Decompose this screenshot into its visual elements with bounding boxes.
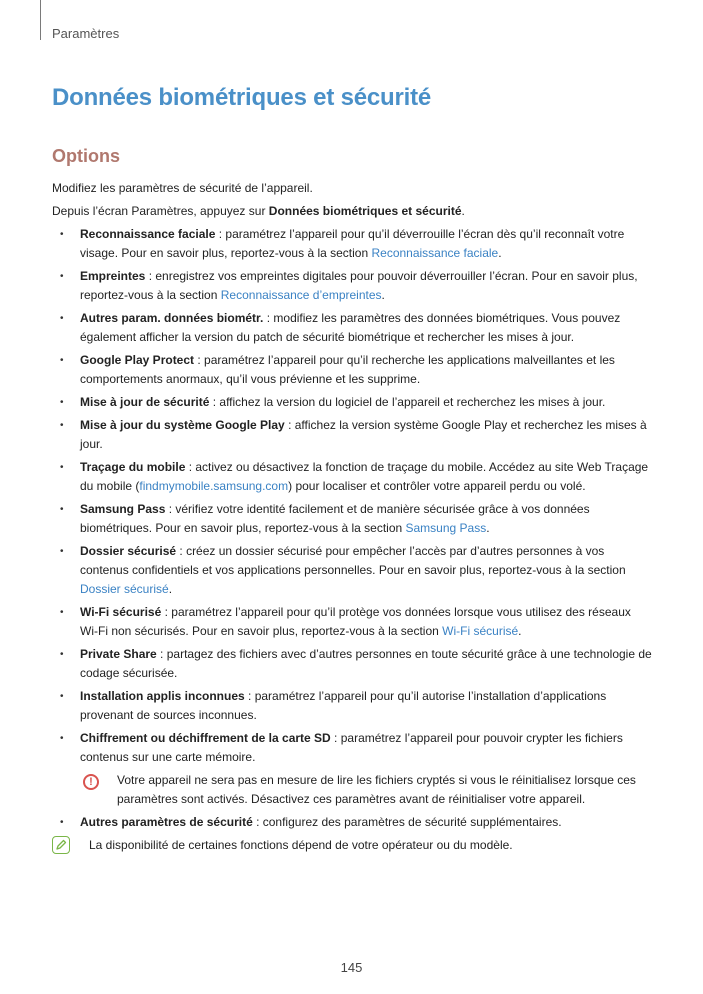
list-item-samsung-pass — [52, 500, 652, 538]
link-wifi-securise[interactable]: Wi-Fi sécurisé — [442, 624, 519, 638]
note-icon — [52, 836, 70, 854]
item-term: Samsung Pass — [80, 502, 166, 516]
list-item-empreintes — [52, 267, 652, 305]
item-term: Mise à jour du système Google Play — [80, 418, 285, 432]
list-item-wifi-securise — [52, 603, 652, 641]
item-text: : enregistrez vos empreintes digitales pour pouvoir déverrouiller l’écran. Pour en savoir plus, reportez-vous à la section — [80, 269, 638, 302]
item-end: . — [168, 582, 173, 596]
list-item-autres-parametres-securite — [52, 813, 652, 832]
list-item-installation-applis — [52, 687, 652, 725]
page-number: 145 — [340, 960, 363, 975]
list-item-chiffrement-carte-sd — [52, 729, 652, 809]
list-item-tracage-mobile — [52, 458, 652, 496]
caution-text: Votre appareil ne sera pas en mesure de lire les fichiers cryptés si vous le réinitialisez lorsque ces paramètres sont activés. Désactivez ces paramètres avant de réinitialiser votre appareil. — [117, 773, 636, 806]
item-end: . — [518, 624, 522, 638]
item-text: : paramétrez l’appareil pour qu’il recherche les applications malveillantes et les comportements anormaux, qu’il vous prévienne et les supprime. — [80, 353, 615, 386]
item-term: Google Play Protect — [80, 353, 195, 367]
link-dossier-securise[interactable]: Dossier sécurisé — [80, 582, 169, 596]
path-text: Depuis l’écran Paramètres, appuyez sur — [52, 204, 269, 218]
options-list — [52, 225, 652, 832]
list-item-autres-param-biometr — [52, 309, 652, 347]
list-item-dossier-securise — [52, 542, 652, 599]
intro-text: Modifiez les paramètres de sécurité de l’appareil. — [52, 181, 313, 195]
item-end: . — [381, 288, 385, 302]
list-item-mise-a-jour-securite — [52, 393, 652, 412]
item-term: Wi-Fi sécurisé — [80, 605, 162, 619]
list-item-reconnaissance-faciale — [52, 225, 652, 263]
link-samsung-pass[interactable]: Samsung Pass — [405, 521, 487, 535]
item-term: Reconnaissance faciale — [80, 227, 216, 241]
item-term: Traçage du mobile — [80, 460, 186, 474]
item-text: : vérifiez votre identité facilement et de manière sécurisée grâce à vos données biométriques. Pour en savoir plus, reportez-vous à la section — [80, 502, 590, 535]
item-text: : modifiez les paramètres des données biométriques. Vous pouvez également afficher la version du patch de sécurité biométrique et rechercher les mises à jour. — [80, 311, 621, 344]
item-term: Dossier sécurisé — [80, 544, 177, 558]
item-end: ) pour localiser et contrôler votre appareil perdu ou volé. — [288, 479, 586, 493]
caution-block — [80, 771, 652, 809]
link-reconnaissance-faciale[interactable]: Reconnaissance faciale — [371, 246, 499, 260]
item-text: : paramétrez l’appareil pour qu’il protège vos données lorsque vous utilisez des réseaux Wi-Fi non sécurisés. Pour en savoir plus, reportez-vous à la section — [80, 605, 631, 638]
section-header: Paramètres — [52, 26, 120, 41]
item-term: Empreintes — [80, 269, 146, 283]
item-term: Chiffrement ou déchiffrement de la carte SD — [80, 731, 331, 745]
item-term: Installation applis inconnues — [80, 689, 245, 703]
caution-icon: ! — [83, 774, 99, 790]
link-findmymobile[interactable]: findmymobile.samsung.com — [139, 479, 289, 493]
path-target: Données biométriques et sécurité — [268, 204, 462, 218]
item-text: : configurez des paramètres de sécurité supplémentaires. — [252, 815, 562, 829]
list-item-private-share — [52, 645, 652, 683]
page-title: Données biométriques et sécurité — [52, 84, 432, 111]
item-term: Mise à jour de sécurité — [80, 395, 210, 409]
item-text: : activez ou désactivez la fonction de traçage du mobile. Accédez au site Web Traçage du mobile ( — [80, 460, 649, 493]
item-text: : paramétrez l’appareil pour qu’il déverrouille l’écran dès qu’il reconnaît votre visage. Pour en savoir plus, reportez-vous à la section — [80, 227, 625, 260]
navigation-path — [52, 202, 652, 221]
note-block — [52, 836, 652, 855]
path-end: . — [461, 204, 465, 218]
item-term: Autres paramètres de sécurité — [80, 815, 253, 829]
item-text: : affichez la version système Google Play et recherchez les mises à jour. — [80, 418, 647, 451]
options-heading: Options — [52, 146, 120, 166]
content — [52, 179, 652, 855]
item-text: : créez un dossier sécurisé pour empêcher l’accès par d’autres personnes à vos contenus confidentiels et vos applications personnelles. Pour en savoir plus, reportez-vous à la section — [80, 544, 626, 577]
note-text: La disponibilité de certaines fonctions dépend de votre opérateur ou du modèle. — [89, 838, 513, 852]
item-text: : affichez la version du logiciel de l’appareil et recherchez les mises à jour. — [209, 395, 606, 409]
corner-rule — [40, 0, 41, 40]
list-item-mise-a-jour-google-play — [52, 416, 652, 454]
item-term: Autres param. données biométr. — [80, 311, 264, 325]
item-term: Private Share — [80, 647, 157, 661]
link-reconnaissance-empreintes[interactable]: Reconnaissance d’empreintes — [220, 288, 382, 302]
item-text: : partagez des fichiers avec d’autres personnes en toute sécurité grâce à une technologie de codage sécurisée. — [80, 647, 652, 680]
item-text: : paramétrez l’appareil pour qu’il autorise l’installation d’applications provenant de sources inconnues. — [80, 689, 607, 722]
list-item-google-play-protect — [52, 351, 652, 389]
item-end: . — [486, 521, 490, 535]
item-end: . — [498, 246, 502, 260]
item-text: : paramétrez l’appareil pour pouvoir crypter les fichiers contenus sur une carte mémoire. — [80, 731, 623, 764]
